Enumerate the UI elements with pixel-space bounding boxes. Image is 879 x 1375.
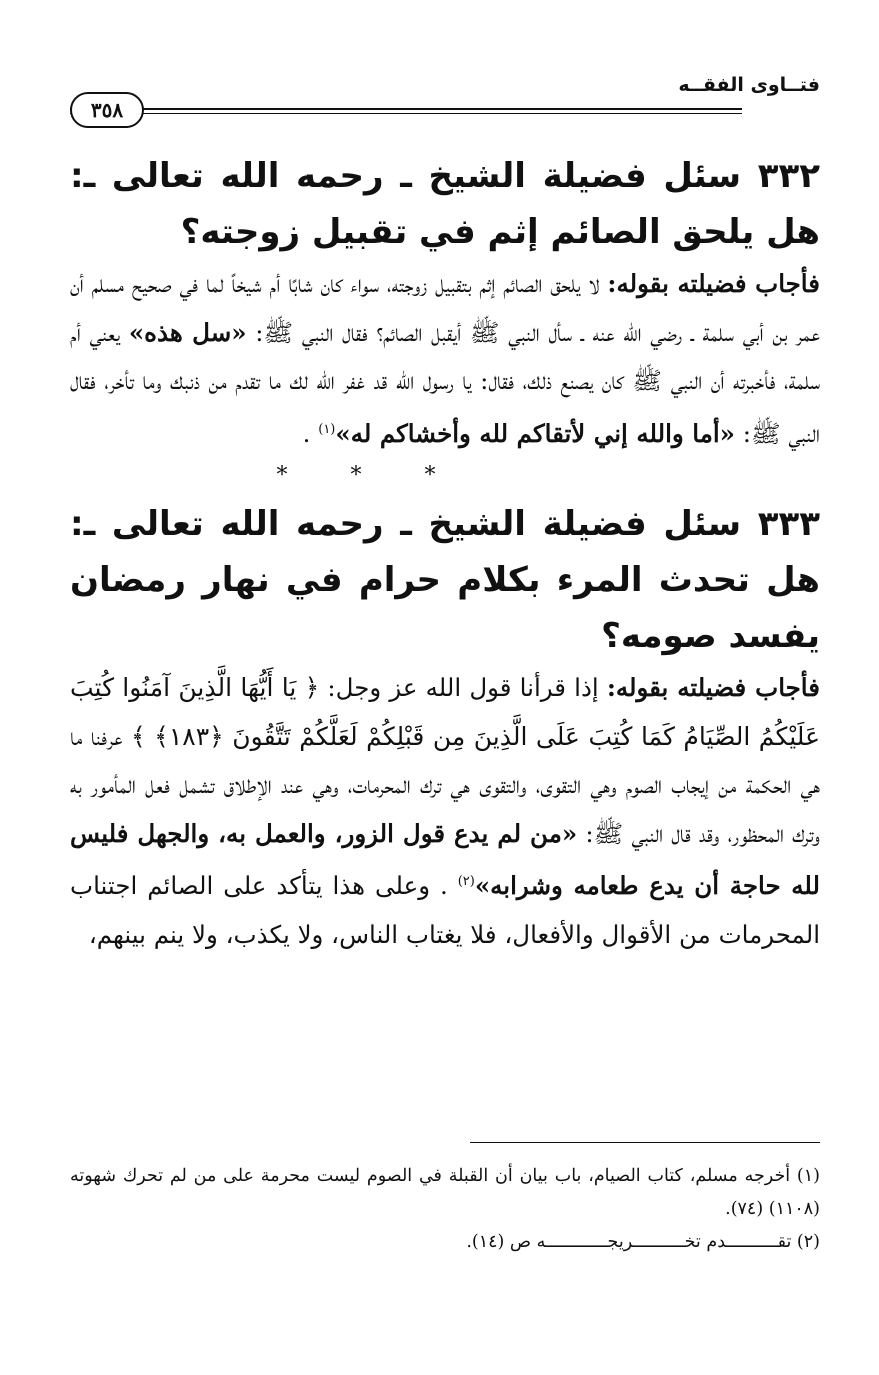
footnote-rule — [470, 1142, 820, 1143]
answer-text: عرفنا ما هي الحكمة من إيجاب الصوم وهي التقوى، والتقوى هي ترك المحرمات، وهي عند الإطلاق تشمل فعل المأمور به وترك المحظور، وقد قال النبي ﷺ: — [70, 721, 821, 848]
page — [70, 0, 820, 1375]
footnote-1: (١) أخرجه مسلم، كتاب الصيام، باب بيان أن القبلة في الصوم ليست محرمة على من لم تحرك شهوته (١١٠٨) (٧٤). — [70, 1166, 820, 1219]
running-header-title: فتــاوى الفقــه — [678, 74, 820, 96]
page-number: ٣٥٨ — [70, 92, 144, 128]
footnote-marker: (١) — [318, 421, 336, 437]
answer-text: . وعلى هذا يتأكد على الصائم اجتناب المحرمات من الأقوال والأفعال، فلا يغتاب الناس، ولا يكذب، ولا ينم بينهم، — [70, 871, 820, 949]
answer-text: إذا قرأنا قول الله عز وجل: — [319, 673, 607, 703]
answer-333 — [70, 664, 820, 959]
footnote-2: (٢) تقــــــــــدم تخــــــــــريجــــــــــــه ص (١٤). — [466, 1232, 820, 1252]
question-332: ٣٣٢ سئل فضيلة الشيخ ـ رحمه الله تعالى ـ: هل يلحق الصائم إثم في تقبيل زوجته؟ — [70, 156, 820, 252]
answer-text: لا يلحق الصائم إثم بتقبيل زوجته، سواء كان شابًا أم شيخاً لما في صحيح مسلم أن عمر بن أبي سلمة ـ رضي الله عنه ـ سأل النبي ﷺ أيقبل الصائم؟ فقال النبي ﷺ: — [70, 269, 821, 347]
main-text — [70, 148, 820, 959]
answer-lead: فأجاب فضيلته بقوله: — [607, 269, 820, 298]
section-separator: * * * — [276, 463, 464, 489]
quran-verse: ﴿ يَا أَيُّهَا الَّذِينَ آمَنُوا كُتِبَ عَلَيْكُمُ الصِّيَامُ كَمَا كُتِبَ عَلَى الَّذِينَ مِن قَبْلِكُمْ لَعَلَّكُمْ تَتَّقُونَ ﴿١٨٣﴾ ﴾ — [70, 673, 820, 751]
hadith-quote: «سل هذه» — [128, 317, 247, 347]
header-rule — [70, 108, 742, 114]
footnote-marker: (٢) — [457, 874, 475, 890]
hadith-quote: «من لم يدع قول الزور، والعمل به، والجهل فليس لله حاجة أن يدع طعامه وشرابه» — [70, 818, 820, 901]
hadith-quote: «أما والله إني لأتقاكم لله وأخشاكم له» — [335, 418, 735, 448]
answer-lead: فأجاب فضيلته بقوله: — [606, 673, 820, 703]
answer-text: . — [302, 418, 319, 448]
answer-332 — [70, 260, 820, 458]
question-333: ٣٣٣ سئل فضيلة الشيخ ـ رحمه الله تعالى ـ: هل تحدث المرء بكلام حرام في نهار رمضان يفسد صومه؟ — [70, 504, 820, 657]
footnotes — [70, 1160, 820, 1259]
answer-text: يعني أم سلمة، فأخبرته أن النبي ﷺ كان يصنع ذلك، فقال: يا رسول الله قد غفر الله لك ما تقدم من ذنبك وما تأخر، فقال النبي ﷺ: — [70, 317, 820, 448]
